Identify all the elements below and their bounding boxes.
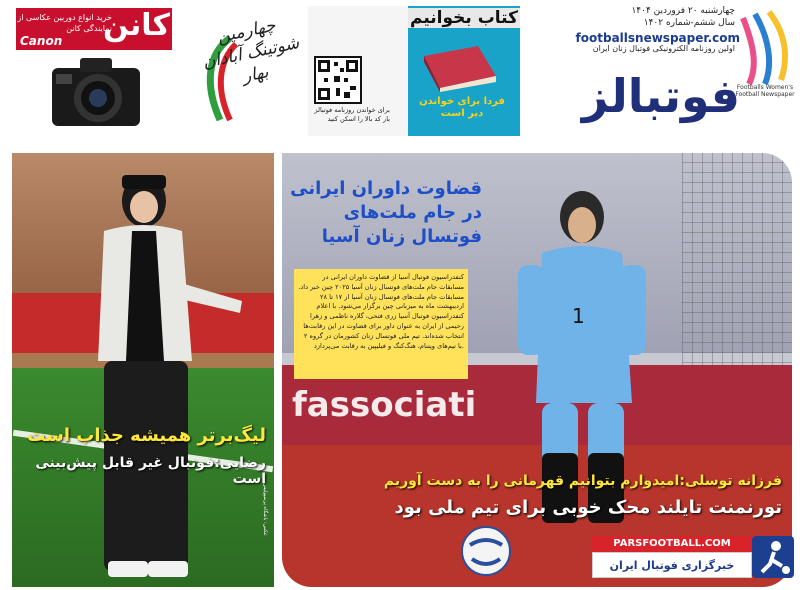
left-story-subheadline[interactable]: رضایی:فوتبال غیر قابل پیش‌بینی است	[35, 455, 266, 487]
ball-icon	[460, 525, 512, 577]
svg-text:1: 1	[572, 304, 585, 328]
qr-caption: برای خواندن روزنامه فوتبالز بار کد بالا را اسکن کنید	[314, 106, 390, 123]
parsfootball-watermark[interactable]	[592, 536, 794, 584]
canon-brand-logo: Canon	[20, 34, 63, 48]
website-link[interactable]: footballsnewspaper.com	[575, 31, 740, 45]
headline-line: فوتسال زنان آسیا	[321, 226, 482, 247]
canon-advertisement[interactable]	[16, 8, 172, 134]
left-story-headline[interactable]: لیگ‌برتر همیشه جذاب است	[27, 425, 266, 446]
canon-ad-small-text: خرید انواع دوربین عکاسی از نمایندگی کانن	[17, 13, 112, 33]
main-story-body: کنفدراسیون فوتبال آسیا از قضاوت داوران ایرانی در مسابقات جام ملت‌های فوتسال زنان آسیا ۲۰۲۵ چین خبر داد. مسابقات جام ملت‌های فوتسال زنان آسیا از ۱۷ تا ۲۸ اردیبهشت ماه به میزبانی چین برگزار می‌شود. با اعلام کنفدراسیون فوتبال آسیا زری فتحی، گلاره ناظمی و زهرا رحیمی از ایران به عنوان داور برای قضاوت در این رقابت‌ها انتخاب شده‌اند. تیم ملی فوتسال زنان کشورمان در گروه ۲ با تیم‌های ویتنام، هنگ‌کنگ و فیلیپین به رقابت می‌پردازد.	[294, 269, 468, 379]
footballs-logo-icon	[735, 8, 795, 88]
coach-photo	[74, 161, 244, 581]
shooting-logo-text: چهارمین شوتینگ آبادان بهار	[200, 15, 302, 88]
main-story-headline[interactable]	[282, 177, 482, 249]
canon-ad-banner	[16, 8, 172, 50]
masthead-title: فوتبالز	[581, 69, 740, 123]
newspaper-header	[0, 0, 800, 145]
watermark-domain: PARSFOOTBALL.COM	[592, 536, 752, 552]
book-advertisement[interactable]	[308, 6, 520, 136]
goal-net	[682, 153, 792, 373]
book-icon	[418, 42, 502, 92]
headline-line: در جام ملت‌های	[343, 202, 482, 223]
player-kick-icon	[752, 536, 794, 578]
qr-code-icon[interactable]	[314, 56, 362, 104]
camera-icon	[46, 54, 146, 132]
book-ad-panel	[408, 6, 520, 136]
watermark-agency: خبرگزاری فوتبال ایران	[592, 552, 752, 578]
issue-date: چهارشنبه ۲۰ فروردین ۱۴۰۴	[631, 6, 735, 16]
main-story-subheadline-1[interactable]: فرزانه توسلی:امیدوارم بتوانیم قهرمانی را به دست آوریم	[383, 473, 782, 489]
left-story-panel[interactable]	[12, 153, 274, 587]
main-story-subheadline-2[interactable]: تورنمنت تایلند محک خوبی برای تیم ملی بود	[394, 497, 782, 518]
canon-ad-big-text: کانن	[103, 8, 170, 43]
book-ad-tagline: فردا برای خواندن دیر است	[419, 96, 505, 119]
book-ad-title: کتاب بخوانیم	[410, 8, 518, 28]
shooting-logo	[196, 4, 306, 140]
advertising-board-text: fassociati	[292, 385, 477, 425]
photo-credit: عکس: باشگاه پرسپولیس	[262, 483, 268, 536]
main-story-panel[interactable]	[282, 153, 792, 587]
masthead-tagline: اولین روزنامه الکترونیکی فوتبال زنان ایران	[592, 44, 735, 53]
logo-caption: Footballs Women's Football Newspaper	[735, 84, 795, 98]
headline-line: قضاوت داوران ایرانی	[290, 178, 482, 199]
issue-number: سال ششم-شماره ۱۴۰۲	[643, 18, 735, 28]
